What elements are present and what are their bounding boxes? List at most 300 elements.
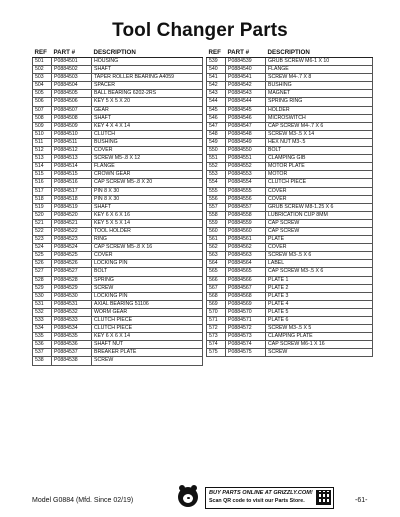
table-row [33, 211, 203, 219]
part-number-cell: P0884550 [226, 147, 266, 155]
description-cell: CLUTCH PIECE [92, 325, 203, 333]
ref-cell: 565 [207, 268, 226, 276]
description-cell: SCREW [92, 284, 203, 292]
table-row [207, 203, 373, 211]
description-cell: SCREW M3-.5 X 6 [266, 252, 373, 260]
part-number-cell: P0884557 [226, 203, 266, 211]
description-cell: COVER [92, 147, 203, 155]
ref-cell: 566 [207, 276, 226, 284]
description-cell: SHAFT NUT [92, 341, 203, 349]
ref-cell: 573 [207, 333, 226, 341]
description-cell: CAP SCREW M4-.7 X 6 [266, 122, 373, 130]
table-row [207, 244, 373, 252]
table-row [33, 203, 203, 211]
table-row [33, 333, 203, 341]
part-number-cell: P0884505 [52, 90, 92, 98]
part-number-cell: P0884552 [226, 163, 266, 171]
part-number-cell: P0884574 [226, 341, 266, 349]
table-row [33, 349, 203, 357]
description-cell: PLATE [266, 236, 373, 244]
part-number-cell: P0884540 [226, 66, 266, 74]
part-number-cell: P0884549 [226, 138, 266, 146]
ref-cell: 561 [207, 236, 226, 244]
description-cell: KEY 6 X 6 X 14 [92, 333, 203, 341]
table-row [33, 122, 203, 130]
table-row [207, 171, 373, 179]
description-cell: GEAR [92, 106, 203, 114]
part-number-cell: P0884544 [226, 98, 266, 106]
ref-cell: 544 [207, 98, 226, 106]
page-title: Tool Changer Parts [112, 20, 288, 41]
ref-cell: 518 [33, 195, 52, 203]
ref-cell: 526 [33, 260, 52, 268]
part-number-cell: P0884575 [226, 349, 266, 357]
part-number-cell: P0884517 [52, 187, 92, 195]
part-number-cell: P0884559 [226, 219, 266, 227]
description-cell: SHAFT [92, 66, 203, 74]
part-number-cell: P0884571 [226, 317, 266, 325]
ref-cell: 562 [207, 244, 226, 252]
table-row [33, 155, 203, 163]
part-number-cell: P0884532 [52, 308, 92, 316]
grizzly-bear-logo-icon [178, 487, 198, 507]
part-number-cell: P0884562 [226, 244, 266, 252]
description-cell: MOTOR [266, 171, 373, 179]
ref-cell: 543 [207, 90, 226, 98]
ref-cell: 554 [207, 179, 226, 187]
part-number-cell: P0884558 [226, 211, 266, 219]
table-row [33, 244, 203, 252]
ref-cell: 552 [207, 163, 226, 171]
description-cell: SCREW M4-.7 X 8 [266, 74, 373, 82]
part-number-cell: P0884506 [52, 98, 92, 106]
part-number-cell: P0884524 [52, 244, 92, 252]
ref-cell: 546 [207, 114, 226, 122]
table-row [207, 317, 373, 325]
part-number-cell: P0884564 [226, 260, 266, 268]
ref-cell: 558 [207, 211, 226, 219]
part-number-cell: P0884534 [52, 325, 92, 333]
part-number-cell: P0884542 [226, 82, 266, 90]
table-row [207, 333, 373, 341]
part-number-cell: P0884546 [226, 114, 266, 122]
description-cell: MAGNET [266, 90, 373, 98]
description-cell: PLATE 5 [266, 308, 373, 316]
ref-cell: 559 [207, 219, 226, 227]
description-cell: CLAMPING PLATE [266, 333, 373, 341]
description-cell: CAP SCREW M5-.8 X 20 [92, 179, 203, 187]
table-row [33, 260, 203, 268]
table-row [33, 308, 203, 316]
part-number-cell: P0884572 [226, 325, 266, 333]
description-cell: GRUB SCREW M8-1.25 X 6 [266, 203, 373, 211]
ref-cell: 574 [207, 341, 226, 349]
table-row [33, 163, 203, 171]
promo-headline: BUY PARTS ONLINE AT GRIZZLY.COM! [209, 490, 313, 496]
header-part-number: PART # [52, 48, 92, 58]
description-cell: SHAFT [92, 203, 203, 211]
ref-cell: 537 [33, 349, 52, 357]
table-row [33, 130, 203, 138]
table-row [207, 252, 373, 260]
table-row [33, 195, 203, 203]
table-row [207, 122, 373, 130]
description-cell: KEY 6 X 6 X 16 [92, 211, 203, 219]
ref-cell: 527 [33, 268, 52, 276]
ref-cell: 575 [207, 349, 226, 357]
table-row [207, 195, 373, 203]
part-number-cell: P0884512 [52, 147, 92, 155]
part-number-cell: P0884535 [52, 333, 92, 341]
description-cell: BUSHING [266, 82, 373, 90]
description-cell: SPRING [92, 276, 203, 284]
table-row [33, 252, 203, 260]
table-row [33, 276, 203, 284]
description-cell: CLAMPING GIB [266, 155, 373, 163]
table-row [207, 341, 373, 349]
table-row [33, 219, 203, 227]
table-row [33, 106, 203, 114]
ref-cell: 515 [33, 171, 52, 179]
ref-cell: 503 [33, 74, 52, 82]
part-number-cell: P0884538 [52, 357, 92, 365]
part-number-cell: P0884525 [52, 252, 92, 260]
ref-cell: 508 [33, 114, 52, 122]
part-number-cell: P0884527 [52, 268, 92, 276]
ref-cell: 524 [33, 244, 52, 252]
ref-cell: 523 [33, 236, 52, 244]
part-number-cell: P0884514 [52, 163, 92, 171]
part-number-cell: P0884561 [226, 236, 266, 244]
ref-cell: 563 [207, 252, 226, 260]
table-row [33, 300, 203, 308]
description-cell: SCREW M5-.8 X 12 [92, 155, 203, 163]
description-cell: TOOL HOLDER [92, 227, 203, 235]
ref-cell: 571 [207, 317, 226, 325]
ref-cell: 520 [33, 211, 52, 219]
table-row [207, 284, 373, 292]
part-number-cell: P0884543 [226, 90, 266, 98]
table-row [33, 90, 203, 98]
description-cell: SHAFT [92, 114, 203, 122]
part-number-cell: P0884518 [52, 195, 92, 203]
description-cell: PLATE 1 [266, 276, 373, 284]
ref-cell: 514 [33, 163, 52, 171]
part-number-cell: P0884520 [52, 211, 92, 219]
description-cell: CAP SCREW M5-.8 X 16 [92, 244, 203, 252]
description-cell: BALL BEARING 6202-2RS [92, 90, 203, 98]
table-row [33, 138, 203, 146]
description-cell: PIN 8 X 30 [92, 195, 203, 203]
table-row [207, 82, 373, 90]
table-row [33, 147, 203, 155]
part-number-cell: P0884513 [52, 155, 92, 163]
description-cell: MOTOR PLATE [266, 163, 373, 171]
part-number-cell: P0884573 [226, 333, 266, 341]
part-number-cell: P0884526 [52, 260, 92, 268]
ref-cell: 564 [207, 260, 226, 268]
part-number-cell: P0884515 [52, 171, 92, 179]
header-part-number: PART # [226, 48, 266, 58]
ref-cell: 534 [33, 325, 52, 333]
promo-subtext: Scan QR code to visit our Parts Store. [209, 498, 305, 504]
table-row [33, 82, 203, 90]
description-cell: RING [92, 236, 203, 244]
part-number-cell: P0884551 [226, 155, 266, 163]
ref-cell: 570 [207, 308, 226, 316]
description-cell: CLUTCH [92, 130, 203, 138]
table-row [207, 268, 373, 276]
table-row [207, 98, 373, 106]
ref-cell: 572 [207, 325, 226, 333]
table-row [33, 325, 203, 333]
header-ref: REF [207, 48, 226, 58]
table-row [207, 211, 373, 219]
description-cell: CROWN GEAR [92, 171, 203, 179]
ref-cell: 501 [33, 58, 52, 66]
header-description: DESCRIPTION [266, 48, 373, 58]
table-row [207, 106, 373, 114]
description-cell: FLANGE [266, 66, 373, 74]
table-row [207, 147, 373, 155]
description-cell: SCREW M3-.5 X 14 [266, 130, 373, 138]
table-row [207, 138, 373, 146]
part-number-cell: P0884508 [52, 114, 92, 122]
description-cell: SCREW [266, 349, 373, 357]
ref-cell: 525 [33, 252, 52, 260]
part-number-cell: P0884568 [226, 292, 266, 300]
table-row [207, 219, 373, 227]
description-cell: BOLT [92, 268, 203, 276]
description-cell: BUSHING [92, 138, 203, 146]
table-row [207, 300, 373, 308]
description-cell: COVER [92, 252, 203, 260]
table-row [33, 236, 203, 244]
description-cell: LOCKING PIN [92, 292, 203, 300]
part-number-cell: P0884522 [52, 227, 92, 235]
table-row [33, 114, 203, 122]
description-cell: LUBRICATION CUP 8MM [266, 211, 373, 219]
part-number-cell: P0884516 [52, 179, 92, 187]
ref-cell: 519 [33, 203, 52, 211]
description-cell: HEX NUT M3-.5 [266, 138, 373, 146]
part-number-cell: P0884537 [52, 349, 92, 357]
page-number: -61- [355, 497, 368, 504]
table-row [33, 227, 203, 235]
table-row [33, 317, 203, 325]
part-number-cell: P0884533 [52, 317, 92, 325]
table-row [33, 179, 203, 187]
model-label: Model G0884 (Mfd. Since 02/19) [32, 497, 134, 504]
table-row [207, 325, 373, 333]
table-header-row [33, 48, 203, 58]
description-cell: HOLDER [266, 106, 373, 114]
part-number-cell: P0884503 [52, 74, 92, 82]
ref-cell: 517 [33, 187, 52, 195]
part-number-cell: P0884569 [226, 300, 266, 308]
table-row [33, 74, 203, 82]
part-number-cell: P0884565 [226, 268, 266, 276]
table-row [207, 276, 373, 284]
ref-cell: 530 [33, 292, 52, 300]
ref-cell: 521 [33, 219, 52, 227]
ref-cell: 568 [207, 292, 226, 300]
description-cell: LOCKING PIN [92, 260, 203, 268]
ref-cell: 528 [33, 276, 52, 284]
ref-cell: 536 [33, 341, 52, 349]
ref-cell: 507 [33, 106, 52, 114]
ref-cell: 555 [207, 187, 226, 195]
ref-cell: 506 [33, 98, 52, 106]
description-cell: PIN 8 X 30 [92, 187, 203, 195]
part-number-cell: P0884519 [52, 203, 92, 211]
ref-cell: 547 [207, 122, 226, 130]
table-row [207, 163, 373, 171]
part-number-cell: P0884563 [226, 252, 266, 260]
table-row [207, 349, 373, 357]
table-row [207, 155, 373, 163]
description-cell: SCREW M3-.5 X 5 [266, 325, 373, 333]
description-cell: PLATE 3 [266, 292, 373, 300]
table-row [207, 179, 373, 187]
ref-cell: 532 [33, 308, 52, 316]
ref-cell: 542 [207, 82, 226, 90]
table-row [33, 357, 203, 365]
description-cell: COVER [266, 244, 373, 252]
part-number-cell: P0884556 [226, 195, 266, 203]
ref-cell: 540 [207, 66, 226, 74]
parts-table-left [32, 48, 203, 366]
description-cell: TAPER ROLLER BEARING A4059 [92, 74, 203, 82]
table-row [33, 292, 203, 300]
part-number-cell: P0884553 [226, 171, 266, 179]
ref-cell: 522 [33, 227, 52, 235]
part-number-cell: P0884507 [52, 106, 92, 114]
ref-cell: 531 [33, 300, 52, 308]
part-number-cell: P0884504 [52, 82, 92, 90]
part-number-cell: P0884566 [226, 276, 266, 284]
table-row [207, 187, 373, 195]
ref-cell: 529 [33, 284, 52, 292]
description-cell: PLATE 6 [266, 317, 373, 325]
description-cell: SCREW [92, 357, 203, 365]
qr-code-icon[interactable] [316, 490, 331, 505]
part-number-cell: P0884502 [52, 66, 92, 74]
ref-cell: 545 [207, 106, 226, 114]
part-number-cell: P0884501 [52, 58, 92, 66]
ref-cell: 539 [207, 58, 226, 66]
ref-cell: 548 [207, 130, 226, 138]
ref-cell: 567 [207, 284, 226, 292]
table-row [33, 171, 203, 179]
description-cell: BREAKER PLATE [92, 349, 203, 357]
description-cell: PLATE 4 [266, 300, 373, 308]
description-cell: KEY 5 X 5 X 20 [92, 98, 203, 106]
table-row [33, 341, 203, 349]
part-number-cell: P0884523 [52, 236, 92, 244]
part-number-cell: P0884570 [226, 308, 266, 316]
ref-cell: 509 [33, 122, 52, 130]
ref-cell: 569 [207, 300, 226, 308]
part-number-cell: P0884536 [52, 341, 92, 349]
description-cell: CAP SCREW M6-1 X 16 [266, 341, 373, 349]
ref-cell: 553 [207, 171, 226, 179]
part-number-cell: P0884547 [226, 122, 266, 130]
part-number-cell: P0884567 [226, 284, 266, 292]
description-cell: CAP SCREW [266, 219, 373, 227]
ref-cell: 560 [207, 227, 226, 235]
description-cell: WORM GEAR [92, 308, 203, 316]
description-cell: KEY 4 X 4 X 14 [92, 122, 203, 130]
part-number-cell: P0884560 [226, 227, 266, 235]
description-cell: SPRING RING [266, 98, 373, 106]
description-cell: AXIAL BEARING 51106 [92, 300, 203, 308]
description-cell: CAP SCREW [266, 227, 373, 235]
table-row [207, 260, 373, 268]
description-cell: KEY 5 X 5 X 14 [92, 219, 203, 227]
ref-cell: 557 [207, 203, 226, 211]
table-row [207, 66, 373, 74]
table-row [207, 90, 373, 98]
ref-cell: 516 [33, 179, 52, 187]
part-number-cell: P0884545 [226, 106, 266, 114]
part-number-cell: P0884548 [226, 130, 266, 138]
table-row [33, 66, 203, 74]
table-row [207, 114, 373, 122]
ref-cell: 510 [33, 130, 52, 138]
ref-cell: 550 [207, 147, 226, 155]
description-cell: PLATE 2 [266, 284, 373, 292]
table-row [33, 58, 203, 66]
ref-cell: 535 [33, 333, 52, 341]
table-row [207, 130, 373, 138]
description-cell: BOLT [266, 147, 373, 155]
part-number-cell: P0884541 [226, 74, 266, 82]
part-number-cell: P0884511 [52, 138, 92, 146]
table-header-row [207, 48, 373, 58]
part-number-cell: P0884528 [52, 276, 92, 284]
ref-cell: 504 [33, 82, 52, 90]
table-row [33, 284, 203, 292]
part-number-cell: P0884529 [52, 284, 92, 292]
header-description: DESCRIPTION [92, 48, 203, 58]
ref-cell: 556 [207, 195, 226, 203]
ref-cell: 513 [33, 155, 52, 163]
ref-cell: 541 [207, 74, 226, 82]
description-cell: LABEL [266, 260, 373, 268]
ref-cell: 533 [33, 317, 52, 325]
table-row [207, 74, 373, 82]
description-cell: CAP SCREW M3-.5 X 6 [266, 268, 373, 276]
table-row [207, 236, 373, 244]
description-cell: FLANGE [92, 163, 203, 171]
table-row [207, 292, 373, 300]
table-row [33, 98, 203, 106]
description-cell: CLUTCH PIECE [266, 179, 373, 187]
ref-cell: 512 [33, 147, 52, 155]
description-cell: HOUSING [92, 58, 203, 66]
ref-cell: 505 [33, 90, 52, 98]
ref-cell: 502 [33, 66, 52, 74]
part-number-cell: P0884554 [226, 179, 266, 187]
ref-cell: 551 [207, 155, 226, 163]
part-number-cell: P0884539 [226, 58, 266, 66]
part-number-cell: P0884509 [52, 122, 92, 130]
part-number-cell: P0884530 [52, 292, 92, 300]
table-row [33, 187, 203, 195]
parts-store-promo[interactable] [205, 487, 334, 509]
part-number-cell: P0884531 [52, 300, 92, 308]
